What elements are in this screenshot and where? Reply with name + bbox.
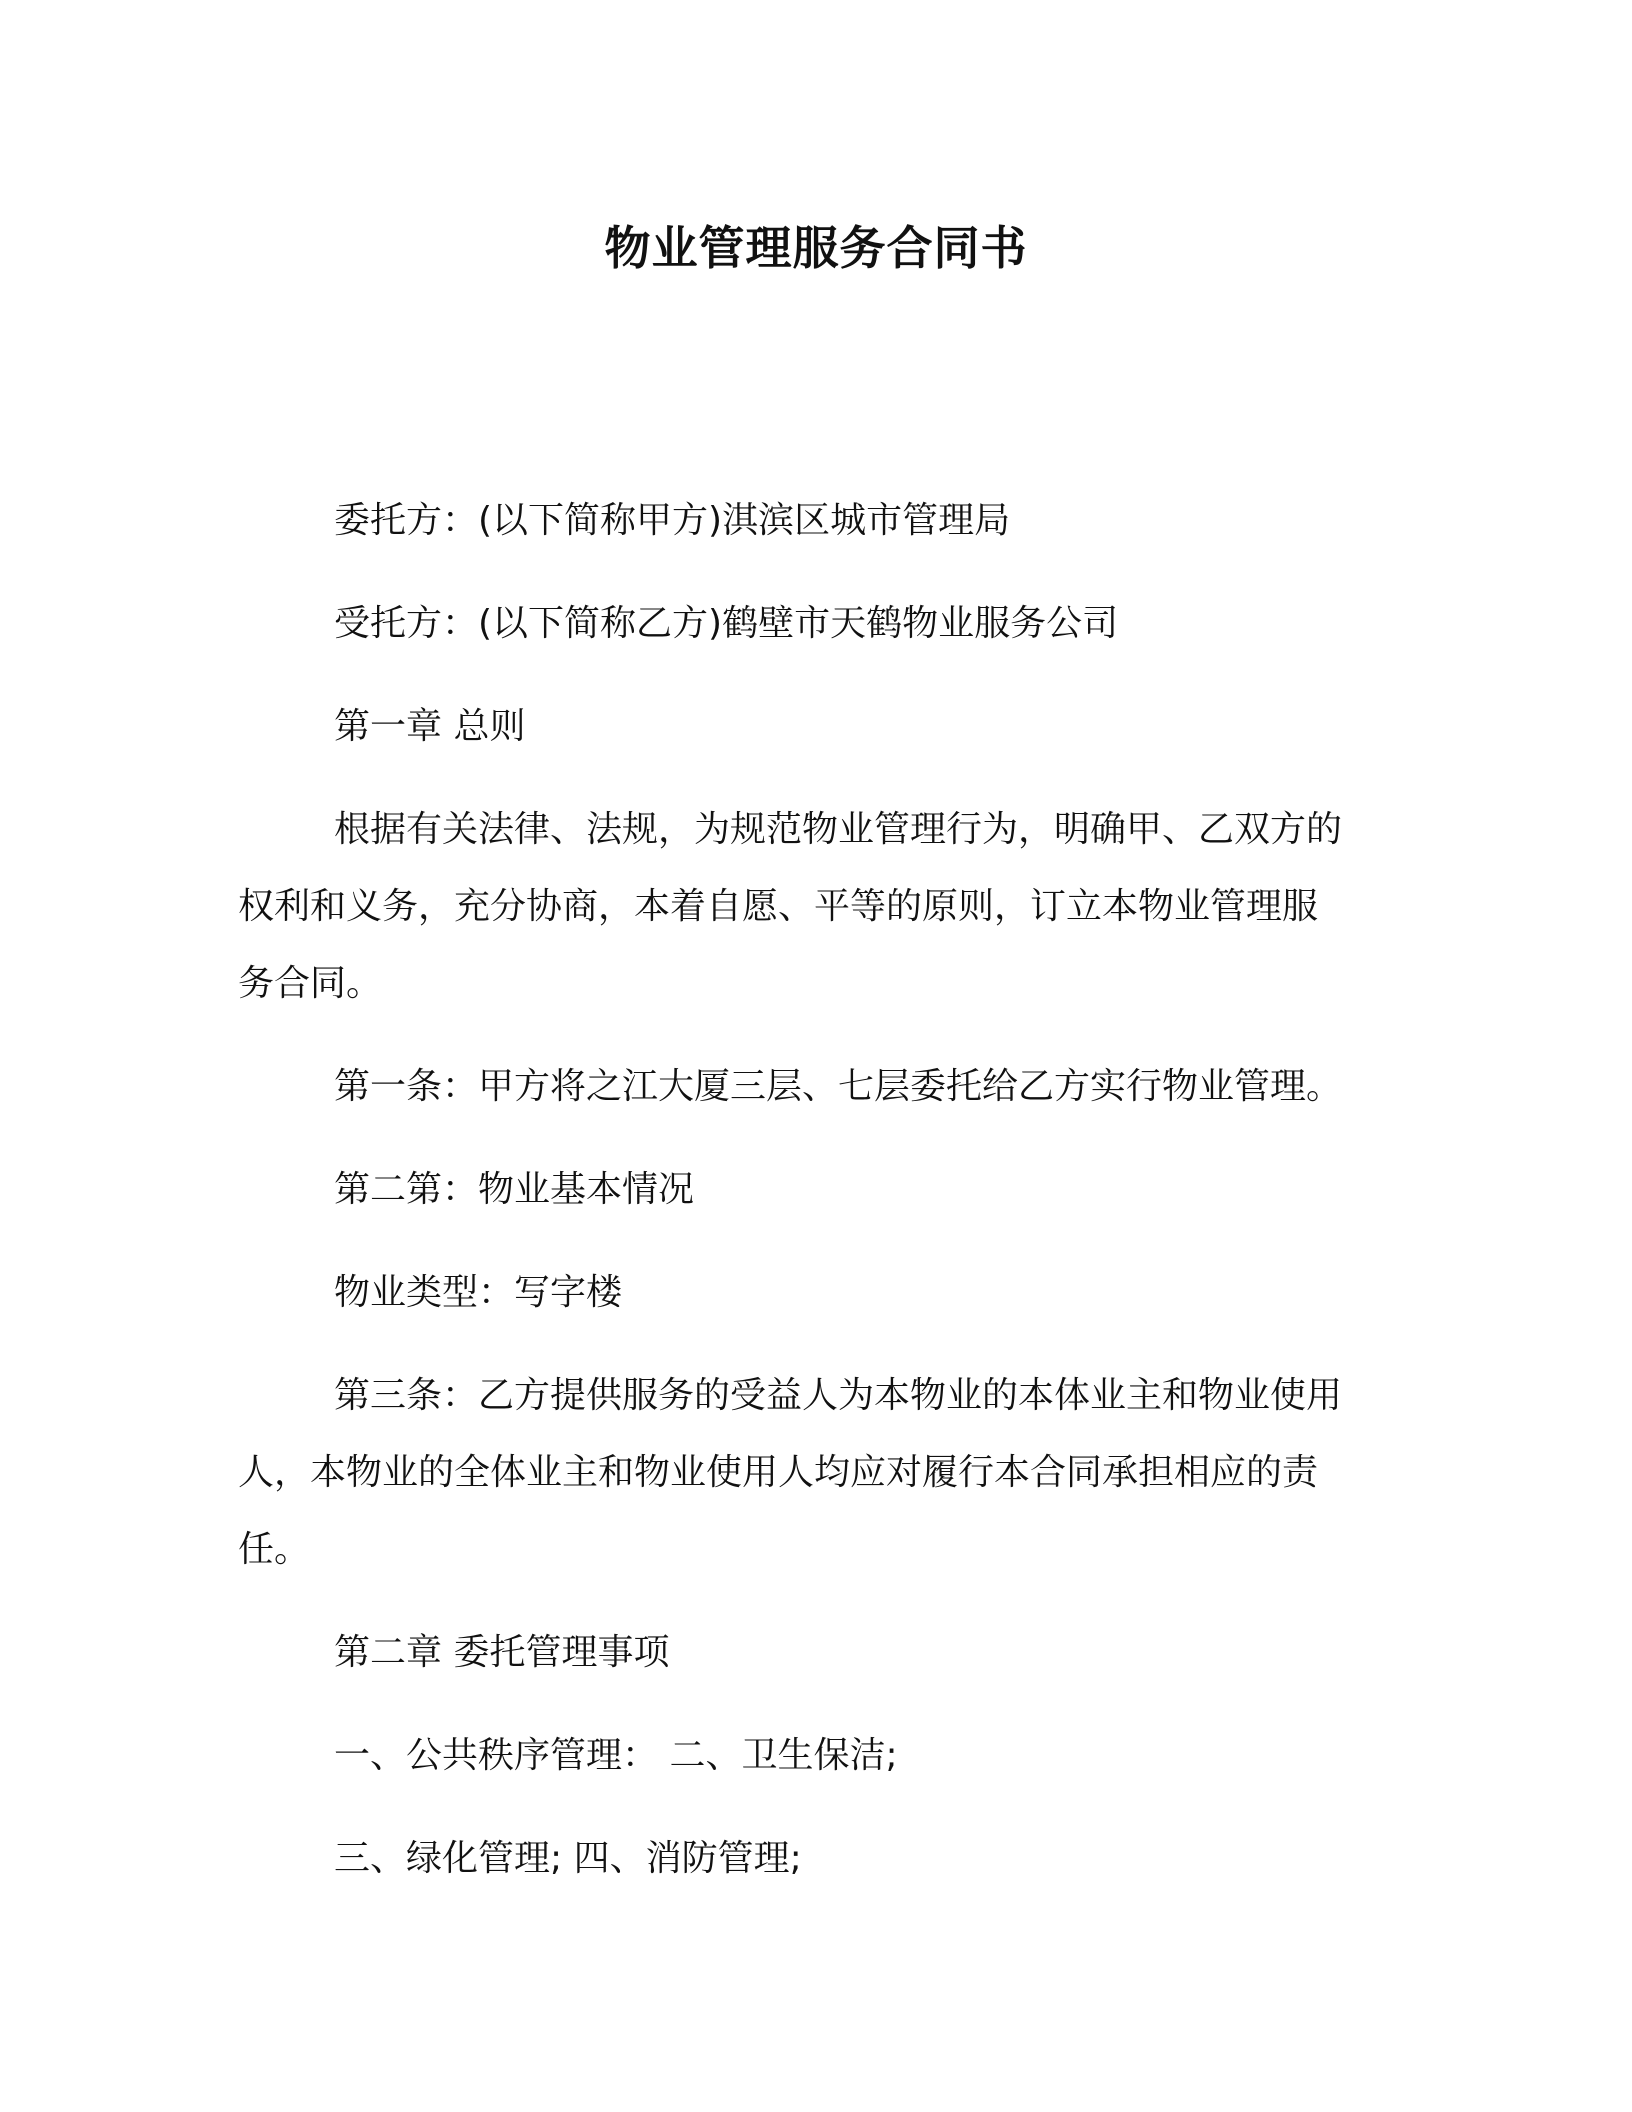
- article-1-line: 第一条：甲方将之江大厦三层、七层委托给乙方实行物业管理。: [334, 1066, 1343, 1107]
- paragraph-line: 权利和义务，充分协商，本着自愿、平等的原则，订立本物业管理服: [238, 886, 1319, 927]
- paragraph-line: 务合同。: [238, 963, 383, 1004]
- property-type-line: 物业类型：写字楼: [334, 1272, 623, 1313]
- party-b-line: 受托方：(以下简称乙方)鹤壁市天鹤物业服务公司: [334, 603, 1119, 644]
- article-3-line: 第三条：乙方提供服务的受益人为本物业的本体业主和物业使用: [334, 1375, 1343, 1416]
- management-items-line: 一、公共秩序管理： 二、卫生保洁;: [334, 1735, 898, 1776]
- article-2-line: 第二第：物业基本情况: [334, 1169, 695, 1210]
- document-title: 物业管理服务合同书: [604, 221, 1028, 275]
- chapter-1-heading: 第一章 总则: [334, 706, 526, 747]
- article-3-line: 人，本物业的全体业主和物业使用人均应对履行本合同承担相应的责: [238, 1452, 1319, 1493]
- article-3-line: 任。: [238, 1529, 311, 1570]
- party-a-line: 委托方：(以下简称甲方)淇滨区城市管理局: [334, 500, 1011, 541]
- paragraph-line: 根据有关法律、法规，为规范物业管理行为，明确甲、乙双方的: [334, 809, 1343, 850]
- management-items-line: 三、绿化管理; 四、消防管理;: [334, 1838, 802, 1879]
- chapter-2-heading: 第二章 委托管理事项: [334, 1632, 670, 1673]
